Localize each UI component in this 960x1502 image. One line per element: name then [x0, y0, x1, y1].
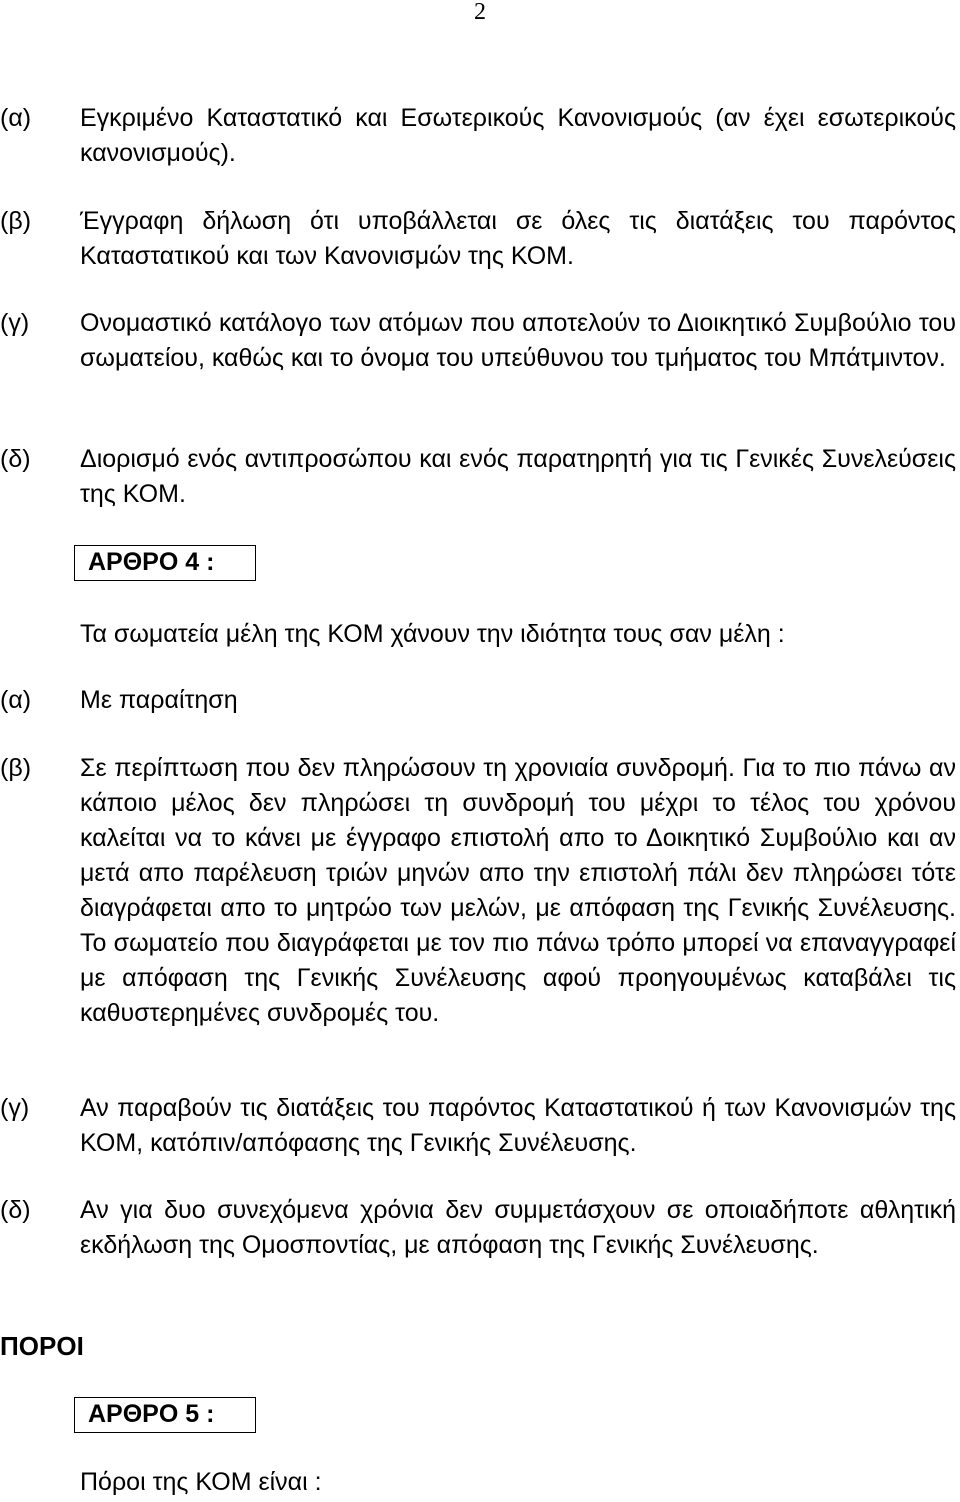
article-5-intro: Πόροι της ΚΟΜ είναι :	[80, 1468, 322, 1496]
list-item-label: (α)	[0, 686, 32, 714]
article-4-heading: ΑΡΘΡΟ 4 :	[74, 545, 256, 581]
list-item-label: (γ)	[0, 309, 30, 337]
list-item-label: (δ)	[0, 1196, 31, 1224]
section-heading: ΠΟΡΟΙ	[0, 1331, 84, 1361]
list-item-text: Διορισμό ενός αντιπροσώπου και ενός παρατηρητή για τις Γενικές Συνελεύσεις της ΚΟΜ.	[80, 445, 956, 508]
list-item-label: (α)	[0, 104, 32, 132]
list-item-label: (δ)	[0, 445, 31, 473]
list-item-text: Με παραίτηση	[80, 686, 238, 714]
article-4-intro: Τα σωματεία μέλη της ΚΟΜ χάνουν την ιδιότητα τους σαν μέλη :	[80, 620, 785, 648]
page-number: 2	[474, 0, 486, 25]
list-item-text: Εγκριμένο Καταστατικό και Εσωτερικούς Κανονισμούς (αν έχει εσωτερικούς κανονισμούς).	[80, 104, 956, 167]
list-item-text: Αν για δυο συνεχόμενα χρόνια δεν συμμετάσχουν σε οποιαδήποτε αθλητική εκδήλωση της Ομοσποντίας, με απόφαση της Γενικής Συνέλευσης.	[80, 1196, 956, 1259]
list-item-label: (β)	[0, 207, 32, 235]
list-item-text: Αν παραβούν τις διατάξεις του παρόντος Καταστατικού ή των Κανονισμών της ΚΟΜ, κατόπιν/απόφασης της Γενικής Συνέλευσης.	[80, 1094, 956, 1157]
list-item-text: Έγγραφη δήλωση ότι υποβάλλεται σε όλες τις διατάξεις του παρόντος Καταστατικού και των Κανονισμών της ΚΟΜ.	[80, 207, 956, 270]
list-item-label: (β)	[0, 754, 32, 782]
list-item-label: (γ)	[0, 1094, 30, 1122]
list-item-text: Ονομαστικό κατάλογο των ατόμων που αποτελούν το Διοικητικό Συμβούλιο του σωματείου, καθώς και το όνομα του υπεύθυνου του τμήματος του Μπάτμιντον.	[80, 309, 956, 372]
article-5-heading: ΑΡΘΡΟ 5 :	[74, 1397, 256, 1433]
list-item-text: Σε περίπτωση που δεν πληρώσουν τη χρονιαία συνδρομή. Για το πιο πάνω αν κάποιο μέλος δεν πληρώσει τη συνδρομή του μέχρι το τέλος του χρόνου καλείται να το κάνει με έγγραφο επιστολή απο το Δοικητικό Συμβούλιο και αν μετά απο παρέλευση τριών μηνών απο την επιστολή πάλι δεν πληρώσει τότε διαγράφεται απο το μητρώο των μελών, με απόφαση της Γενικής Συνέλευσης. Το σωματείο που διαγράφεται με τον πιο πάνω τρόπο μπορεί να επαναγγραφεί με απόφαση της Γενικής Συνέλευσης αφού προηγουμένως καταβάλει τις καθυστερημένες συνδρομές του.	[80, 754, 956, 1027]
